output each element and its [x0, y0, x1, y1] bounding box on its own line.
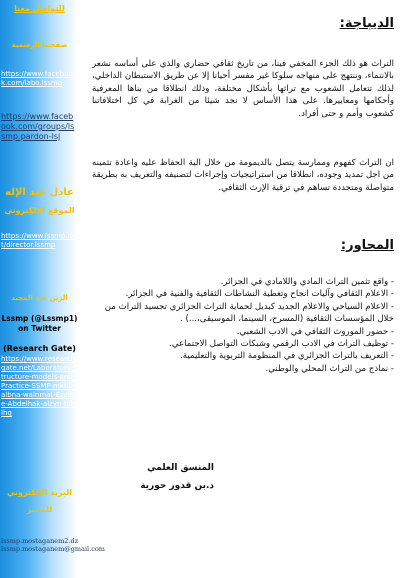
researchgate-label: (Research Gate): [3, 344, 76, 353]
researchgate-link[interactable]: https://www.researchgate.net/Laboratory-Structure-models-and-Practice-SSMP-mkhbr-albna-walnmat-Ezzine-Abdelhak-alzyn-bdalhq: [1, 355, 78, 417]
axes-heading: المحاور:: [340, 238, 394, 253]
preamble-heading: الديباجة:: [339, 16, 394, 31]
axes-item: - واقع تثمين التراث المادي واللامادي في الجزائر.: [220, 277, 394, 287]
contact-sidebar: [0, 0, 78, 578]
contact-title: للتواصل معنا: [14, 4, 65, 13]
twitter-owner-name: الزين عبد المجيد: [11, 294, 68, 302]
email-subtitle: للمخبر: [26, 505, 53, 514]
director-name: عادل عبد الإله: [5, 187, 74, 198]
preamble-paragraph-2: ان التراث كفهوم وممارسة يتصل بالديمومة من خلال الية الحفاظ عليه واعادة تثمينه من اجل تمديد وجوده، انطلاقا من استراتيجيات وإجراءات لتصنيفه والتعريف به بطريقة متواصلة ومتجددة تساهم في ترقية الإرث الثقافي.: [92, 158, 394, 193]
axes-item: - التعريف بالتراث الجزائري في المنظومة التربوية والتعليمية.: [180, 351, 394, 362]
signature-name: د.بن قدور حورية: [140, 481, 214, 491]
twitter-handle-link[interactable]: Lssmp (@Lssmp1): [1, 314, 78, 323]
axes-item: - حضور الموروث الثقافي في الادب الشعبي.: [236, 326, 394, 337]
axes-item: - توظيف التراث في الادب الرقمي وشبكات التواصل الاجتماعي.: [169, 339, 394, 350]
email-address-2[interactable]: lssmp.mostaganem@gmail.com: [1, 545, 105, 553]
twitter-label: on Twitter: [18, 324, 61, 333]
axes-item: - الاعلام السياحي والاعلام الجديد كبديل لحماية التراث الجزائري تجسيد التراث من خلال المؤسسات الثقافية (المسرح، السينما، الموسيقى،...) .: [104, 301, 394, 325]
director-site-link[interactable]: https://www.lssmp.net/director.lssmp: [1, 232, 77, 249]
director-site-title: الموقع الالكتروني: [4, 206, 75, 215]
axes-item: - الاعلام الثقافي وآليات انجاح وتغطية النشاطات الثقافية والفنية في الجزائر.: [125, 289, 394, 300]
signature-role: المنسق العلمي: [147, 463, 214, 473]
preamble-paragraph-1: التراث هو ذلك الجزء المخفي فينا، من تاريخ ثقافي حضاري والذي على أساسه نشعر بالانتماء، وننتهج على منهاجه سلوكا غير مفسر أحيانا إلا عن طريق الاستبطان الداخلي، لذلك تتعامل الشعوب مع تراثها بأشكال مختلفة، وذلك انطلاقا من بناها المعرفية وأحكامها ومعاييرها. على هذا الأساس لا نجد شيئا من الغرابة في كل اختلافاتنا كشعوب وأمم و حتى أفراد.: [92, 59, 394, 119]
facebook-page-link[interactable]: https://www.facebook.com/labo.lssmp: [1, 70, 73, 87]
email-title: البريد الالكتروني: [6, 488, 73, 497]
axes-item: - نماذج من التراث المحلي والوطني.: [265, 363, 394, 374]
email-address-1[interactable]: lssmp.mostaganem2.dz: [1, 537, 79, 545]
pages-title: صفحتنا الرسمية: [11, 41, 68, 49]
facebook-group-link[interactable]: https://www.facebook.com/groups/lssmp.pardon-lsj: [1, 112, 75, 141]
axes-list: [92, 276, 394, 375]
